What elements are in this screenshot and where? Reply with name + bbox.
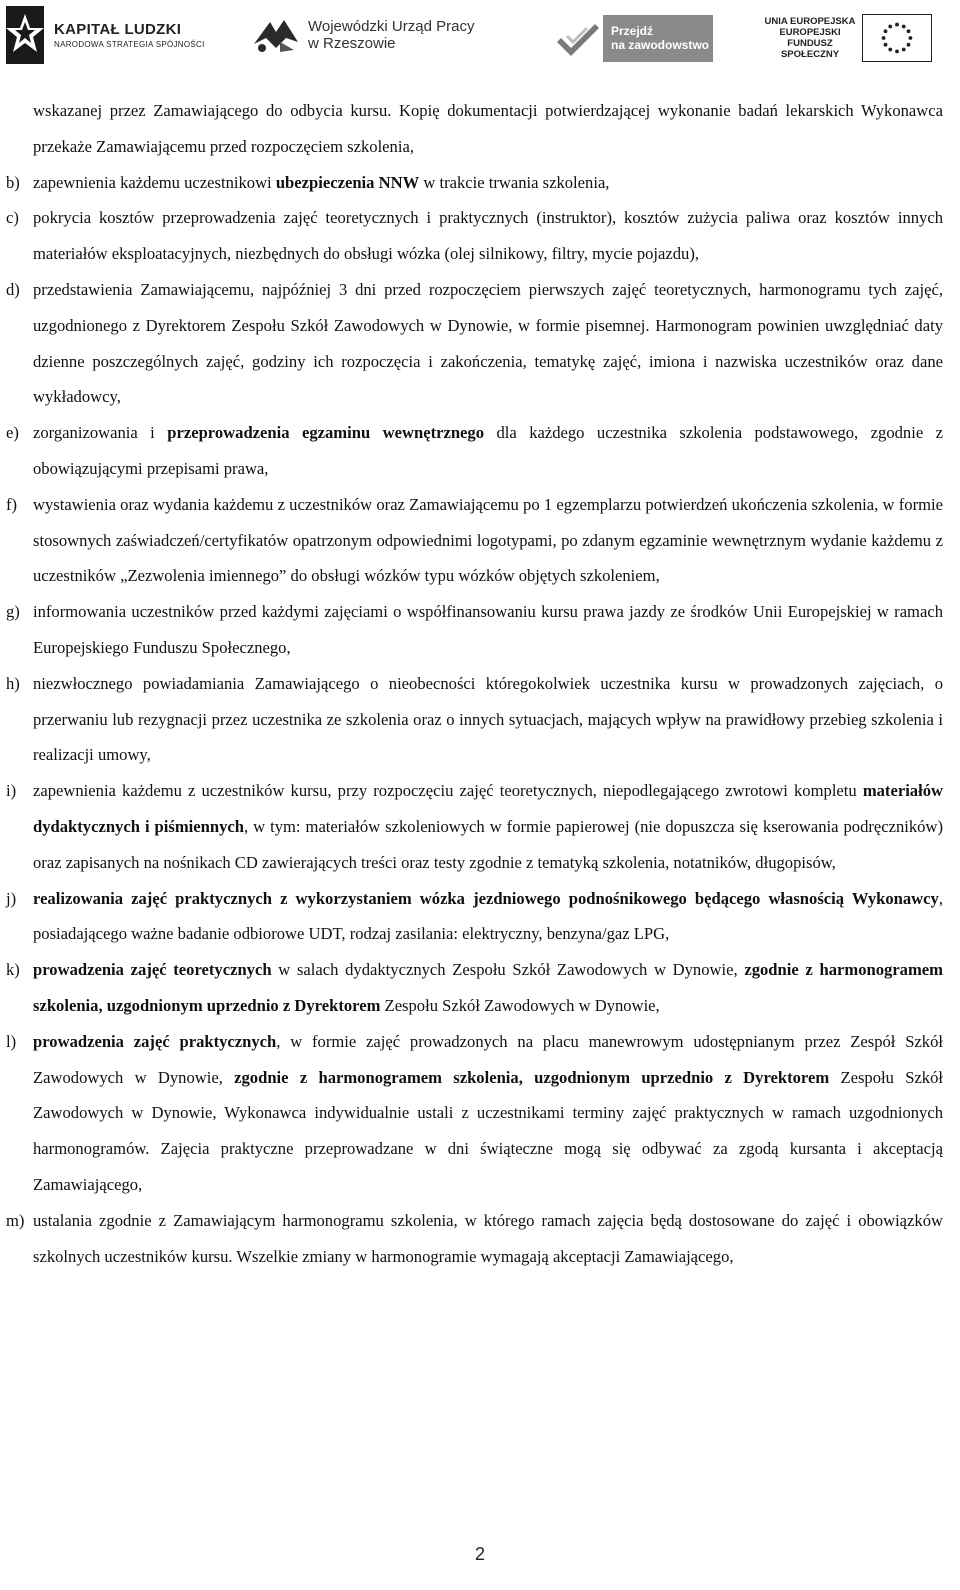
item-label: l): [6, 1031, 17, 1051]
eu-efs-logo: [764, 14, 932, 62]
item-label: g): [6, 602, 20, 622]
pnz-line-1: Przejdź: [611, 24, 654, 38]
item-text: wystawienia oraz wydania każdemu z uczestników oraz Zamawiającemu po 1 egzemplarzu potwierdzeń ukończenia szkolenia, w formie stosownych zaświadczeń/certyfikatów opatrzonym odpowiednimi logotypami, po zdanym egzaminie wewnętrznym wydanie każdemu z uczestników „Zezwolenia imiennego” do obsługi wózków typu wózków objętych szkoleniem,: [33, 494, 943, 586]
item-text: ustalania zgodnie z Zamawiającym harmonogramu szkolenia, w którego ramach zajęcia będą dostosowane do zajęć i obowiązków szkolnych uczestników kursu. Wszelkie zmiany w harmonogramie wymagają akceptacji Zamawiającego,: [33, 1210, 943, 1266]
list-item-l: [6, 1024, 943, 1203]
item-label: c): [6, 208, 19, 228]
list-item-d: [6, 272, 943, 415]
ue-line-3: FUNDUSZ SPOŁECZNY: [780, 38, 840, 60]
item-label: i): [6, 781, 17, 801]
wup-line-2: w Rzeszowie: [308, 35, 396, 52]
item-label: b): [6, 172, 20, 192]
list-item-i: [6, 773, 943, 880]
intro-paragraph: wskazanej przez Zamawiającego do odbycia kursu. Kopię dokumentacji potwierdzającej wykonanie badań lekarskich Wykonawca przekaże Zamawiającemu przed rozpoczęciem szkolenia,: [33, 101, 943, 156]
pnz-line-2: na zawodowstwo: [611, 38, 710, 52]
ue-line-2: EUROPEJSKI: [779, 27, 841, 38]
eu-flag-icon: [862, 14, 932, 62]
list-item-f: [6, 487, 943, 594]
item-text: zorganizowania i przeprowadzenia egzaminu wewnętrznego dla każdego uczestnika szkolenia podstawowego, zgodnie z obowiązującymi przepisami prawa,: [33, 423, 943, 478]
list-item-h: [6, 666, 943, 773]
przejdz-na-zawodowstwo-logo: [557, 14, 713, 62]
list-item-g: [6, 594, 943, 666]
item-text: zapewnienia każdemu z uczestników kursu, przy rozpoczęciu zajęć teoretycznych, niepodlegającego zwrotowi kompletu materiałów dydaktycznych i piśmiennych, w tym: materiałów szkoleniowych w formie papierowej (nie dopuszcza się kserowania podręczników) oraz zapisanych na nośnikach CD zawierających treści oraz testy zgodnie z tematyką szkolenia, notatników, długopisów,: [33, 781, 943, 872]
item-text: przedstawienia Zamawiającemu, najpóźniej 3 dni przed rozpoczęciem pierwszych zajęć teoretycznych, harmonogramu tych zajęć, uzgodnionego z Dyrektorem Zespołu Szkół Zawodowych w Dynowie, w formie pisemnej. Harmonogram powinien uwzględniać daty dzienne poszczególnych zajęć, godziny ich rozpoczęcia i zakończenia, tematykę zajęć, imiona i nazwiska uczestników oraz dane wykładowcy,: [33, 279, 943, 407]
item-text: realizowania zajęć praktycznych z wykorzystaniem wózka jezdniowego podnośnikowego będącego własnością Wykonawcy, posiadającego ważne badanie odbiorowe UDT, rodzaj zasilania: elektryczny, benzyna/gaz LPG,: [33, 888, 943, 944]
document-body: [6, 93, 943, 1274]
list-item-m: [6, 1203, 943, 1275]
item-text: prowadzenia zajęć teoretycznych w salach dydaktycznych Zespołu Szkół Zawodowych w Dynowie, zgodnie z harmonogramem szkolenia, uzgodnionym uprzednio z Dyrektorem Zespołu Szkół Zawodowych w Dynowie,: [33, 960, 943, 1015]
item-label: f): [6, 494, 18, 514]
item-label: j): [6, 888, 17, 908]
kapital-ludzki-subtitle: NARODOWA STRATEGIA SPÓJNOŚCI: [54, 40, 205, 49]
item-text: niezwłocznego powiadamiania Zamawiającego o nieobecności któregokolwiek uczestnika kursu w prowadzonych zajęciach, o przerwaniu lub rezygnacji przez uczestnika ze szkolenia oraz o innych sytuacjach, mających wpływ na prawidłowy przebieg szkolenia i realizacji umowy,: [33, 673, 943, 765]
item-text: zapewnienia każdemu uczestnikowi ubezpieczenia NNW w trakcie trwania szkolenia,: [33, 172, 610, 192]
wup-rzeszow-logo: [250, 14, 474, 56]
list-item-e: [6, 415, 943, 487]
item-label: e): [6, 423, 19, 443]
ue-line-1: UNIA EUROPEJSKA: [764, 16, 856, 27]
kapital-ludzki-title: KAPITAŁ LUDZKI: [54, 21, 182, 38]
list-item-b: [6, 165, 943, 201]
page-number: 2: [474, 1544, 485, 1564]
wup-line-1: Wojewódzki Urząd Pracy: [308, 18, 475, 35]
item-label: k): [6, 960, 20, 980]
list-item-c: [6, 200, 943, 272]
item-text: informowania uczestników przed każdymi zajęciami o współfinansowaniu kursu prawa jazdy ze środków Unii Europejskiej w ramach Europejskiego Funduszu Społecznego,: [33, 602, 943, 657]
item-text: pokrycia kosztów przeprowadzenia zajęć teoretycznych i praktycznych (instruktor), kosztów zużycia paliwa oraz kosztów innych materiałów eksploatacyjnych, niezbędnych do obsługi wózka (olej silnikowy, filtry, mycie pojazdu),: [33, 208, 943, 264]
item-label: h): [6, 673, 20, 693]
kapital-ludzki-emblem-icon: [4, 4, 46, 66]
item-text: prowadzenia zajęć praktycznych, w formie zajęć prowadzonych na placu manewrowym udostępnianym przez Zespół Szkół Zawodowych w Dynowie, zgodnie z harmonogramem szkolenia, uzgodnionym uprzednio z Dyrektorem Zespołu Szkół Zawodowych w Dynowie, Wykonawca indywidualnie ustali z uczestnikami terminy zajęć praktycznych w ramach uzgodnionych harmonogramów. Zajęcia praktyczne przeprowadzane w dni świąteczne mogą się odbywać za zgodą kursanta i akceptacją Zamawiającego,: [33, 1031, 944, 1194]
wup-emblem-icon: [250, 14, 302, 56]
list-item-j: [6, 881, 943, 953]
page-header: [0, 0, 960, 70]
list-item-k: [6, 952, 943, 1024]
kapital-ludzki-logo: [4, 4, 205, 66]
item-label: m): [6, 1210, 25, 1230]
checkmark-icon: [557, 18, 601, 58]
item-label: d): [6, 279, 20, 299]
